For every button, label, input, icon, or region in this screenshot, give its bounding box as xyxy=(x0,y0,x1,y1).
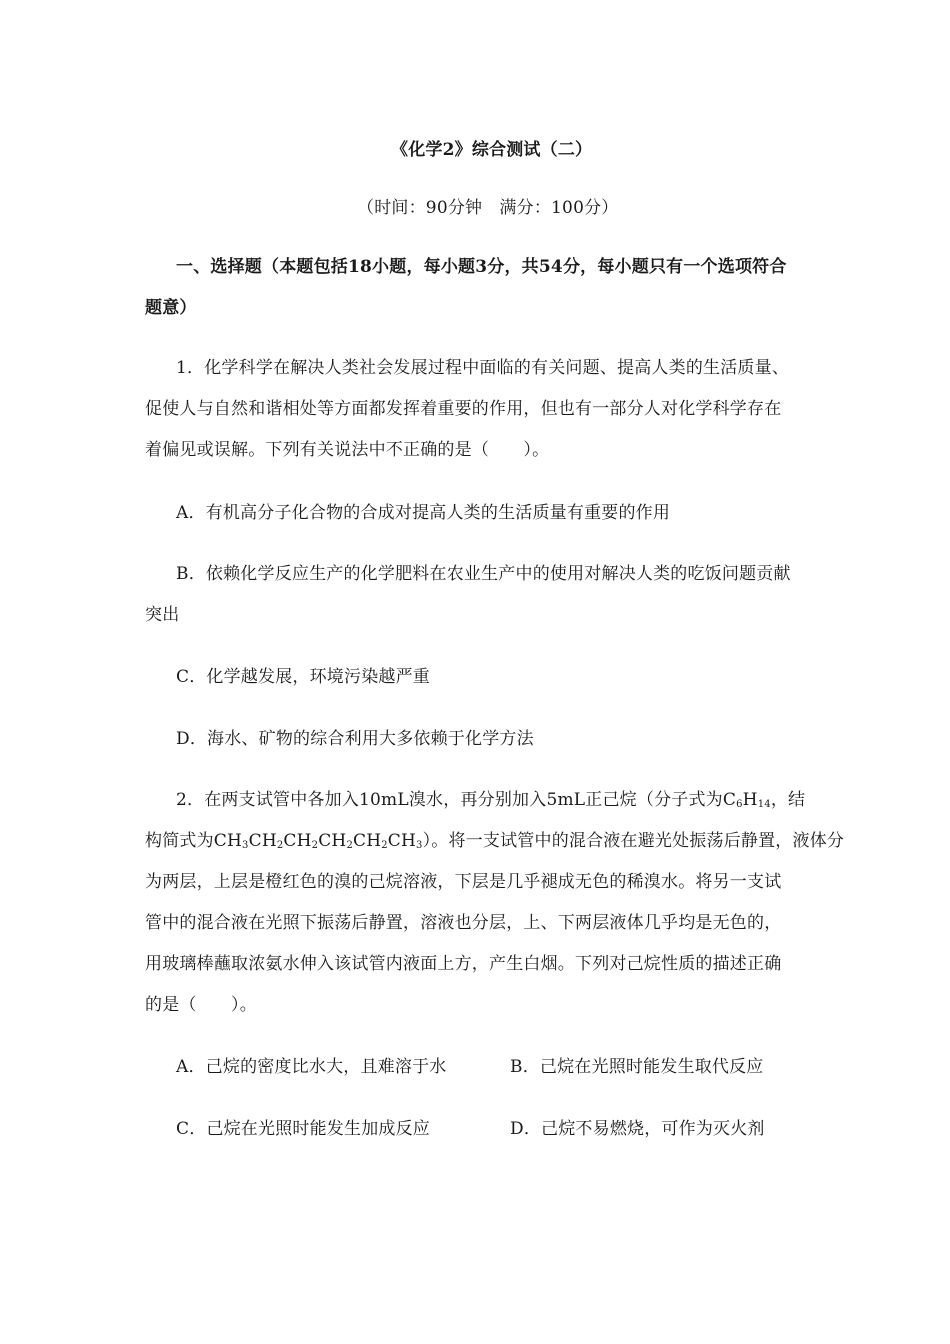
q1-line1: 1．化学科学在解决人类社会发展过程中面临的有关问题、提高人类的生活质量、 xyxy=(176,358,790,378)
q2-formula-sub: 2 xyxy=(346,840,353,851)
q2-line3: 为两层，上层是橙红色的溴的己烷溶液，下层是几乎褪成无色的稀溴水。将另一支试 xyxy=(145,872,782,892)
q1-line3 xyxy=(145,439,549,461)
page-title: 《化学2》综合测试（二） xyxy=(391,140,593,160)
q1-option-a: A．有机高分子化合物的合成对提高人类的生活质量有重要的作用 xyxy=(176,503,671,523)
q1-line2: 促使人与自然和谐相处等方面都发挥着重要的作用，但也有一部分人对化学科学存在 xyxy=(145,399,782,419)
q2-line2-post: ）。将一支试管中的混合液在避光处振荡后静置，液体分 xyxy=(422,831,845,851)
q2-option-a: A．己烷的密度比水大，且难溶于水 xyxy=(176,1057,447,1077)
q2-sub-6: 6 xyxy=(736,799,743,810)
q2-formula-part: CH xyxy=(387,831,417,851)
q1-option-b-line1: B．依赖化学反应生产的化学肥料在农业生产中的使用对解决人类的吃饭问题贡献 xyxy=(176,564,791,584)
q2-line1-mid: H xyxy=(742,790,758,810)
q2-sub-14: 14 xyxy=(757,799,771,810)
q2-line2 xyxy=(145,830,844,852)
q2-formula-sub: 2 xyxy=(276,840,284,851)
q1-emphasis: 不正确 xyxy=(385,440,438,460)
q2-formula-part: CH xyxy=(283,831,312,851)
q1-option-d: D．海水、矿物的综合利用大多依赖于化学方法 xyxy=(176,729,534,749)
q1-line3-pre: 着偏见或误解。下列有关说法中 xyxy=(145,440,386,460)
q2-option-b: B．己烷在光照时能发生取代反应 xyxy=(510,1057,764,1077)
q2-formula-sub: 2 xyxy=(311,840,319,851)
q1-option-c: C．化学越发展，环境污染越严重 xyxy=(176,667,431,687)
q2-formula-part: CH xyxy=(353,831,382,851)
q2-line4: 管中的混合液在光照下振荡后静置，溶液也分层，上、下两层液体几乎均是无色的， xyxy=(145,913,782,933)
q2-formula-sub: 2 xyxy=(381,840,388,851)
q2-formula-part: CH xyxy=(318,831,347,851)
q2-formula-sub: 3 xyxy=(242,840,249,851)
q2-formula-sub: 3 xyxy=(416,840,423,851)
q1-line3-post: 的是（ ）。 xyxy=(437,440,550,460)
q2-line1-post: ，结 xyxy=(770,790,806,810)
q2-line5: 用玻璃棒蘸取浓氨水伸入该试管内液面上方，产生白烟。下列对己烷性质的描述正确 xyxy=(145,954,782,974)
q2-option-c: C．己烷在光照时能发生加成反应 xyxy=(176,1119,431,1139)
section-heading-line2: 题意） xyxy=(145,298,197,318)
q2-line6: 的是（ ）。 xyxy=(145,995,257,1015)
q2-line1-pre: 2．在两支试管中各加入10mL溴水，再分别加入5mL正己烷（分子式为C xyxy=(176,790,737,810)
q2-option-d: D．己烷不易燃烧，可作为灭火剂 xyxy=(510,1119,765,1139)
section-heading-line1: 一、选择题（本题包括18小题，每小题3分，共54分，每小题只有一个选项符合 xyxy=(176,257,787,277)
page-subtitle: （时间：90分钟 满分：100分） xyxy=(357,198,619,218)
q1-option-b-line2: 突出 xyxy=(145,605,180,625)
q2-formula-part: CH xyxy=(248,831,277,851)
q2-formula-pre: 构简式为CH xyxy=(145,831,243,851)
q2-line1 xyxy=(176,789,805,811)
